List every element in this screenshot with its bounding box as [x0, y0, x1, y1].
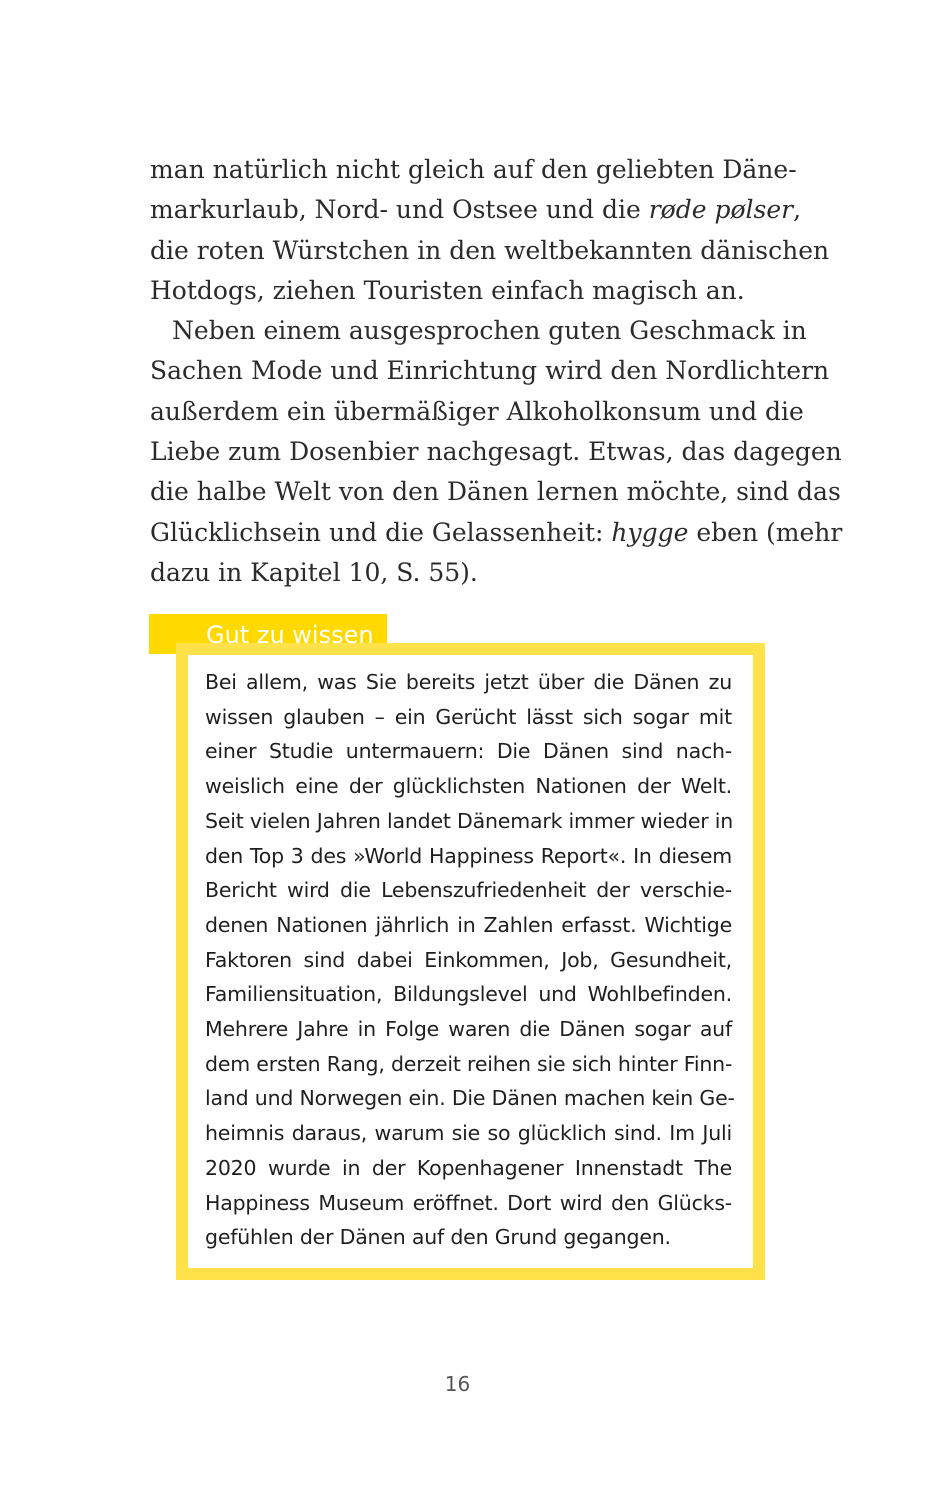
infobox-line: Faktoren sind dabei Einkommen, Job, Gesundheit,: [205, 947, 732, 972]
infobox-line: denen Nationen jährlich in Zahlen erfasst. Wichtige: [205, 912, 732, 937]
text-line: Neben einem ausgesprochen guten Geschmack in: [172, 316, 807, 346]
infobox-line: wissen glauben – ein Gerücht lässt sich sogar mit: [205, 704, 732, 729]
text-line: Hotdogs, ziehen Touristen einfach magisch an.: [150, 275, 745, 305]
infobox-line: weislich eine der glücklichsten Nationen der Welt.: [205, 774, 732, 799]
text-line: man natürlich nicht gleich auf den geliebten Däne-: [150, 155, 797, 184]
infobox-line: Seit vielen Jahren landet Dänemark immer wieder in: [205, 808, 734, 833]
infobox-line: einer Studie untermauern: Die Dänen sind nach-: [205, 739, 732, 764]
text-line: Sachen Mode und Einrichtung wird den Nordlichtern: [150, 356, 830, 386]
text-segment: markurlaub, Nord- und Ostsee und die: [150, 195, 649, 225]
infobox-body: [205, 665, 735, 1255]
italic-term: røde pølser: [648, 195, 794, 225]
infobox-line: Bei allem, was Sie bereits jetzt über die Dänen zu: [205, 670, 732, 694]
text-line: die halbe Welt von den Dänen lernen möchte, sind das: [150, 477, 841, 507]
infobox-line: heimnis daraus, warum sie so glücklich sind. Im Juli: [205, 1121, 732, 1146]
text-line: Liebe zum Dosenbier nachgesagt. Etwas, das dagegen: [150, 437, 842, 467]
infobox-line: Mehrere Jahre in Folge waren die Dänen sogar auf: [205, 1017, 732, 1042]
infobox-line: Bericht wird die Lebenszufriedenheit der verschie-: [205, 878, 732, 903]
text-segment: ,: [793, 195, 802, 225]
text-segment: eben (mehr: [688, 517, 843, 547]
infobox-line: gefühlen der Dänen auf den Grund gegangen.: [205, 1225, 671, 1250]
text-line: die roten Würstchen in den weltbekannten dänischen: [150, 235, 830, 265]
body-text: [150, 150, 843, 593]
page-number: 16: [444, 1372, 471, 1396]
text-segment: Glücklichsein und die Gelassenheit:: [150, 517, 612, 547]
infobox-line: Happiness Museum eröffnet. Dort wird den Glücks-: [205, 1190, 732, 1215]
paragraph-1: [150, 150, 830, 311]
paragraph-2: [150, 311, 843, 593]
infobox-line: dem ersten Rang, derzeit reihen sie sich hinter Finn-: [205, 1051, 733, 1076]
text-line: [150, 513, 843, 553]
infobox-line: land und Norwegen ein. Die Dänen machen kein Ge-: [205, 1086, 735, 1111]
text-line: [150, 190, 802, 230]
infobox-line: den Top 3 des »World Happiness Report«. In diesem: [205, 843, 732, 868]
text-line: dazu in Kapitel 10, S. 55).: [150, 557, 478, 587]
text-line: außerdem ein übermäßiger Alkoholkonsum und die: [150, 396, 804, 426]
infobox-title: Gut zu wissen: [206, 621, 374, 649]
italic-term: hygge: [611, 517, 689, 547]
infobox-line: Familiensituation, Bildungslevel und Wohlbefinden.: [205, 982, 732, 1007]
infobox-line: 2020 wurde in der Kopenhagener Innenstadt The: [205, 1155, 732, 1180]
